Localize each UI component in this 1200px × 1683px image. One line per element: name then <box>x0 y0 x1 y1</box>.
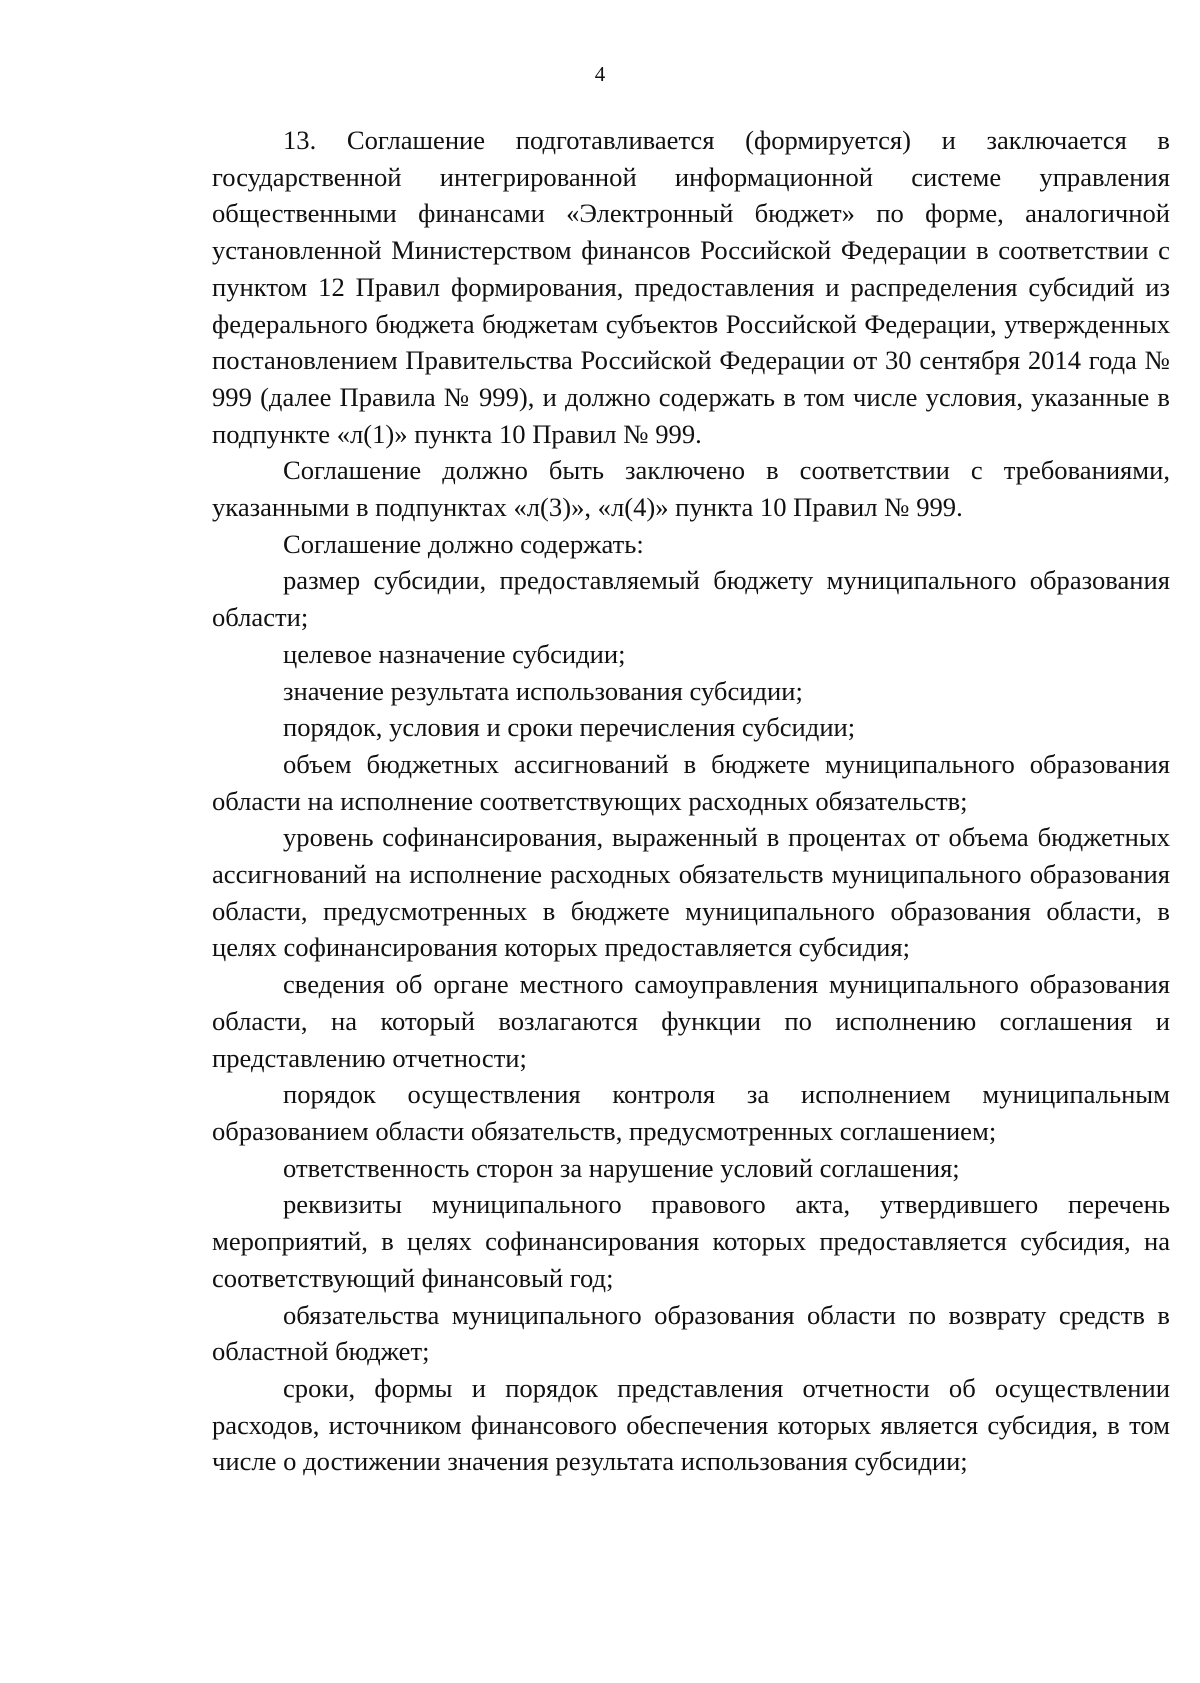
paragraph-agreement-requirements: Соглашение должно быть заключено в соответствии с требованиями, указанными в подпунктах «л(3)», «л(4)» пункта 10 Правил № 999. <box>212 455 1170 523</box>
document-body <box>212 122 1170 1480</box>
list-item-cofinancing-level: уровень софинансирования, выраженный в процентах от объема бюджетных ассигнований на исполнение расходных обязательств муниципального образования области, предусмотренных в бюджете муниципального образования области, в целях софинансирования которых предоставляется субсидия; <box>212 822 1170 963</box>
page-number: 4 <box>594 62 606 86</box>
list-item-result-value: значение результата использования субсидии; <box>283 675 803 706</box>
list-item-local-authority: сведения об органе местного самоуправления муниципального образования области, на который возлагаются функции по исполнению соглашения и представлению отчетности; <box>212 969 1170 1073</box>
list-item-transfer-terms: порядок, условия и сроки перечисления субсидии; <box>283 712 856 743</box>
list-item-purpose: целевое назначение субсидии; <box>283 638 626 669</box>
list-item-subsidy-amount: размер субсидии, предоставляемый бюджету муниципального образования области; <box>212 565 1170 633</box>
paragraph-clause-13: 13. Соглашение подготавливается (формируется) и заключается в государственной интегрированной информационной системе управления общественными финансами «Электронный бюджет» по форме, аналогичной установленной Министерством финансов Российской Федерации в соответствии с пунктом 12 Правил формирования, предоставления и распределения субсидий из федерального бюджета бюджетам субъектов Российской Федерации, утвержденных постановлением Правительства Российской Федерации от 30 сентября 2014 года № 999 (далее Правила № 999), и должно содержать в том числе условия, указанные в подпункте «л(1)» пункта 10 Правил № 999. <box>212 125 1170 449</box>
list-item-control-procedure: порядок осуществления контроля за исполнением муниципальным образованием области обязательств, предусмотренных соглашением; <box>212 1079 1170 1146</box>
list-item-reporting: сроки, формы и порядок представления отчетности об осуществлении расходов, источником финансового обеспечения которых является субсидия, в том числе о достижении значения результата использования субсидии; <box>212 1372 1170 1477</box>
list-item-refund-obligations: обязательства муниципального образования области по возврату средств в областной бюджет; <box>212 1299 1170 1367</box>
paragraph-agreement-contents-intro: Соглашение должно содержать: <box>283 528 644 559</box>
list-item-responsibility: ответственность сторон за нарушение условий соглашения; <box>283 1152 960 1183</box>
list-item-legal-act-details: реквизиты муниципального правового акта, утвердившего перечень мероприятий, в целях софинансирования которых предоставляется субсидия, на соответствующий финансовый год; <box>212 1189 1170 1293</box>
list-item-budget-allocations: объем бюджетных ассигнований в бюджете муниципального образования области на исполнение соответствующих расходных обязательств; <box>212 748 1170 816</box>
